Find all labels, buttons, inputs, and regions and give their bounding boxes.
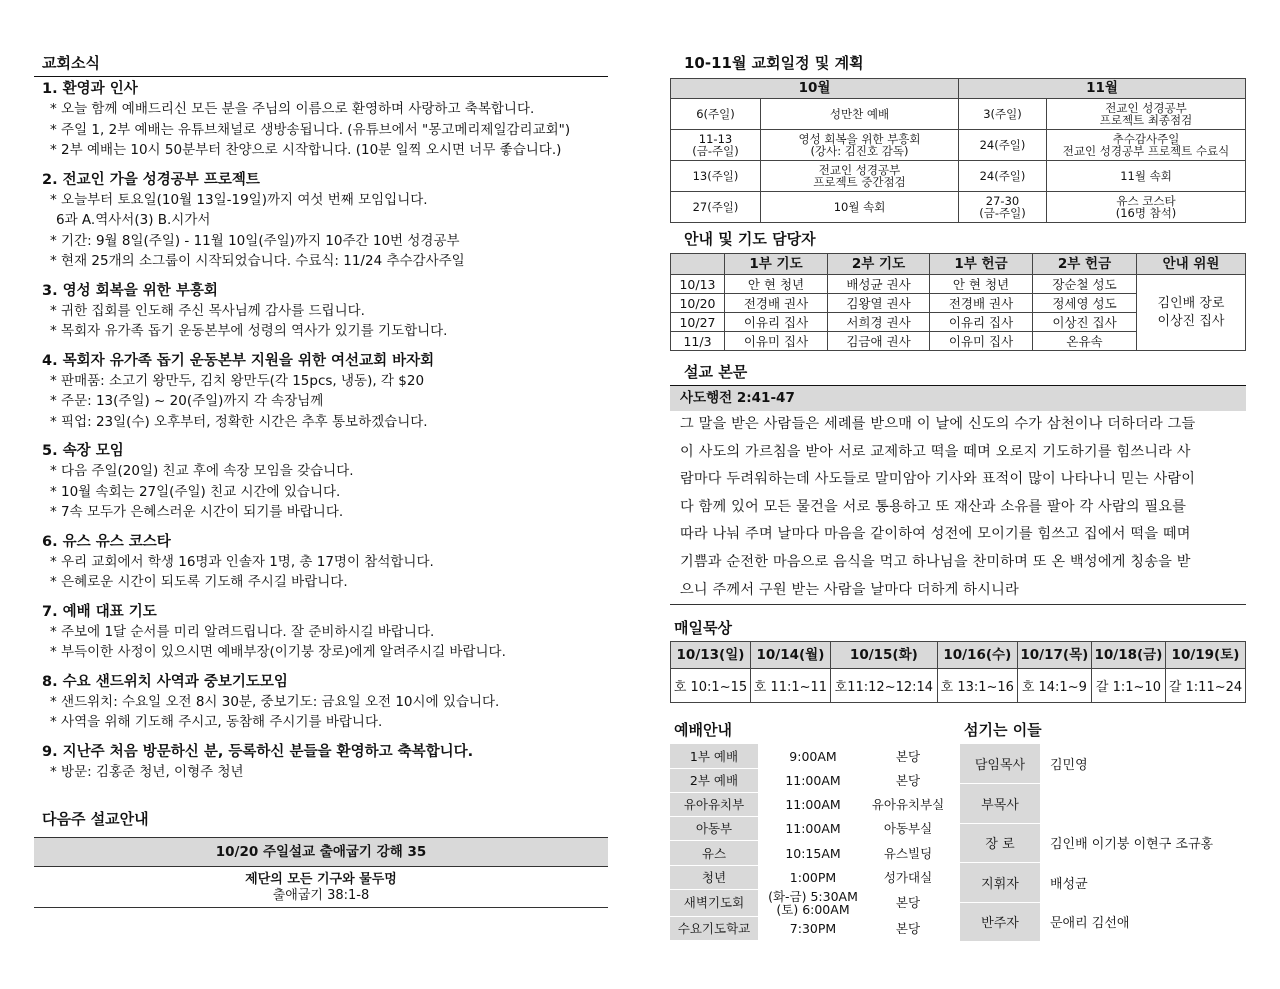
schedule-cell: 6(주일)	[671, 99, 761, 130]
news-title: 교회소식	[34, 52, 608, 77]
servants-row	[960, 784, 1246, 824]
worship-place: 본당	[895, 920, 921, 936]
news-section	[34, 281, 608, 342]
servants-row	[960, 902, 1246, 942]
sermon-reference: 사도행전 2:41-47	[670, 385, 1246, 411]
worship-row	[670, 889, 948, 916]
worship-place: 성가대실	[883, 869, 933, 885]
worship-time: 9:00AM	[789, 748, 837, 764]
prayer-header: 1부 헌금	[930, 254, 1033, 275]
worship-time: 11:00AM	[785, 821, 841, 837]
prayer-cell: 전경배 권사	[725, 294, 828, 313]
prayer-header: 안내 위원	[1137, 254, 1246, 275]
prayer-cell: 이유미 집사	[725, 332, 828, 351]
worship-place: 본당	[895, 772, 921, 788]
news-line: * 판매품: 소고기 왕만두, 김치 왕만두(각 15pcs, 냉동), 각 $20	[50, 372, 425, 389]
schedule-cell: 24(주일)	[959, 130, 1047, 161]
devotion-table	[670, 641, 1246, 703]
prayer-header: 1부 기도	[725, 254, 828, 275]
news-section	[34, 742, 608, 783]
prayer-cell: 정세영 성도	[1033, 294, 1137, 313]
servants	[960, 719, 1246, 942]
next-sermon-name: 제단의 모든 기구와 물두멍	[245, 872, 397, 887]
servants-title: 섬기는 이들	[964, 721, 1042, 740]
news-section-title: 5. 속장 모임	[42, 443, 124, 459]
news-line: * 귀한 집회를 인도해 주신 목사님께 감사를 드립니다.	[50, 302, 365, 319]
news-line: * 주보에 1달 순서를 미리 알려드립니다. 잘 준비하시길 바랍니다.	[50, 623, 435, 640]
schedule-cell: 유스 코스타 (16명 참석)	[1047, 192, 1246, 223]
news-line: * 사역을 위해 기도해 주시고, 동참해 주시기를 바랍니다.	[50, 714, 383, 730]
schedule-row	[671, 161, 1246, 192]
schedule-title: 10-11월 교회일정 및 계획	[684, 54, 864, 72]
sermon-line: 다 함께 있어 모든 물건을 서로 통용하고 또 재산과 소유를 팔아 각 사람의 필요를	[680, 498, 1187, 515]
news-section-title: 9. 지난주 처음 방문하신 분, 등록하신 분들을 환영하고 축복합니다.	[42, 743, 474, 760]
news-line: * 우리 교회에서 학생 16명과 인솔자 1명, 총 17명이 참석합니다.	[50, 553, 434, 570]
schedule-cell: 11-13 (금-주일)	[671, 130, 761, 161]
worship-name: 아동부	[670, 817, 758, 841]
schedule-row	[671, 192, 1246, 223]
schedule-cell: 10월 속회	[761, 192, 959, 223]
prayer-cell: 이유리 집사	[930, 313, 1033, 332]
news-line: * 2부 예배는 10시 50분부터 찬양으로 시작합니다. (10분 일찍 오시면 너무 좋습니다.)	[50, 142, 562, 158]
prayer-cell: 장순철 성도	[1033, 275, 1137, 294]
prayer-cell: 온유속	[1033, 332, 1137, 351]
news-section	[34, 602, 608, 663]
worship-place: 유스빌딩	[883, 845, 933, 861]
prayer-cell: 10/20	[671, 294, 725, 313]
worship-time: 7:30PM	[789, 920, 837, 936]
sermon-line: 람마다 두려워하는데 사도들로 말미암아 기사와 표적이 많이 나타나니 믿는 사람이	[680, 471, 1196, 488]
worship-title: 예배안내	[674, 721, 732, 740]
devotion-reading: 호 13:1~16	[937, 669, 1017, 703]
news-column	[34, 52, 608, 908]
news-line: 6과 A.역사서(3) B.시가서	[56, 212, 211, 228]
news-line: * 주일 1, 2부 예배는 유튜브채널로 생방송됩니다. (유튜브에서 "몽고메리제일감리교회")	[50, 121, 571, 138]
devotion-reading: 호 11:1~11	[750, 669, 830, 703]
worship-name: 새벽기도회	[670, 889, 758, 916]
worship-guide	[670, 719, 948, 941]
worship-name: 유스	[670, 841, 758, 865]
devotion-day: 10/17(목)	[1017, 642, 1091, 669]
news-line: * 다음 주일(20일) 친교 후에 속장 모임을 갖습니다.	[50, 463, 354, 479]
servants-role: 지휘자	[960, 863, 1040, 903]
servants-names: 문애리 김선애	[1050, 916, 1130, 932]
news-section-title: 8. 수요 샌드위치 사역과 중보기도모임	[42, 673, 288, 690]
prayer-cell: 10/27	[671, 313, 725, 332]
worship-time: (화-금) 5:30AM (토) 6:00AM	[768, 888, 858, 917]
servants-row	[960, 744, 1246, 784]
news-line: * 주문: 13(주일) ~ 20(주일)까지 각 속장님께	[50, 393, 324, 409]
next-sermon-title: 다음주 설교안내	[42, 810, 149, 828]
news-section	[34, 441, 608, 523]
news-line: * 7속 모두가 은혜스러운 시간이 되기를 바랍니다.	[50, 504, 344, 520]
news-section	[34, 351, 608, 433]
prayer-cell: 이유리 집사	[725, 313, 828, 332]
news-section	[34, 672, 608, 733]
news-sections	[34, 79, 608, 782]
servants-role: 장 로	[960, 823, 1040, 863]
news-section-title: 4. 목회자 유가족 돕기 운동본부 지원을 위한 여선교회 바자회	[42, 352, 435, 369]
worship-place: 본당	[895, 748, 921, 764]
devotion-day: 10/15(화)	[830, 642, 937, 669]
schedule-row	[671, 99, 1246, 130]
worship-time: 1:00PM	[789, 869, 837, 885]
worship-row	[670, 841, 948, 865]
prayer-header: 2부 헌금	[1033, 254, 1137, 275]
devotion-reading: 호 10:1~15	[671, 669, 751, 703]
servants-names: 배성균	[1050, 876, 1088, 892]
worship-row	[670, 744, 948, 768]
servants-names: 김민영	[1050, 758, 1088, 774]
worship-place: 본당	[895, 895, 921, 911]
prayer-cell: 안 현 청년	[725, 275, 828, 294]
prayer-cell: 이상진 집사	[1033, 313, 1137, 332]
next-sermon-bar: 10/20 주일설교 출애굽기 강해 35	[34, 837, 608, 867]
servants-names	[1040, 784, 1246, 824]
schedule-cell: 성만찬 예배	[761, 99, 959, 130]
servants-role: 부목사	[960, 784, 1040, 824]
worship-name: 2부 예배	[670, 768, 758, 792]
news-line: * 목회자 유가족 돕기 운동본부에 성령의 역사가 있기를 기도합니다.	[50, 323, 448, 339]
worship-name: 수요기도학교	[670, 916, 758, 940]
next-sermon-passage: 출애굽기 38:1-8	[272, 888, 370, 903]
news-line: * 오늘 함께 예배드리신 모든 분을 주님의 이름으로 환영하며 사랑하고 축복합니다.	[50, 101, 535, 117]
devotion-day: 10/13(일)	[671, 642, 751, 669]
sermon-line: 으니 주께서 구원 받는 사람을 날마다 더하게 하시니라	[680, 581, 1019, 598]
worship-row	[670, 865, 948, 889]
schedule-cell: 27(주일)	[671, 192, 761, 223]
schedule-oct-header: 10월	[671, 79, 959, 99]
worship-name: 유아유치부	[670, 793, 758, 817]
servants-row	[960, 823, 1246, 863]
devotion-day: 10/16(수)	[937, 642, 1017, 669]
worship-table	[670, 744, 948, 941]
devotion-day: 10/14(월)	[750, 642, 830, 669]
news-section-title: 2. 전교인 가을 성경공부 프로젝트	[42, 171, 260, 188]
worship-name: 청년	[670, 865, 758, 889]
news-section-title: 1. 환영과 인사	[42, 81, 138, 97]
next-sermon-body	[34, 867, 608, 908]
sermon-line: 기쁨과 순전한 마음으로 음식을 먹고 하나님을 찬미하며 또 온 백성에게 칭송을 받	[680, 553, 1191, 570]
prayer-title: 안내 및 기도 담당자	[684, 230, 816, 248]
prayer-cell: 전경배 권사	[930, 294, 1033, 313]
prayer-cell: 안 현 청년	[930, 275, 1033, 294]
prayer-cell: 배성균 권사	[828, 275, 930, 294]
worship-time: 11:00AM	[785, 772, 841, 788]
worship-time: 11:00AM	[785, 797, 841, 813]
news-line: * 방문: 김홍준 청년, 이형주 청년	[50, 763, 244, 780]
prayer-cell: 김왕열 권사	[828, 294, 930, 313]
prayer-cell: 10/13	[671, 275, 725, 294]
devotion-day: 10/18(금)	[1091, 642, 1165, 669]
sermon-line: 따라 나눠 주며 날마다 마음을 같이하여 성전에 모이기를 힘쓰고 집에서 떡을 떼며	[680, 526, 1191, 543]
news-line: * 부득이한 사정이 있으시면 예배부장(이기붕 장로)에게 알려주시길 바랍니다.	[50, 644, 506, 660]
info-column	[670, 52, 1246, 949]
news-section-title: 6. 유스 유스 코스타	[42, 533, 171, 550]
schedule-table	[670, 78, 1246, 223]
news-line: * 오늘부터 토요일(10월 13일-19일)까지 여섯 번째 모임입니다.	[50, 191, 428, 208]
news-section	[34, 79, 608, 161]
news-section-title: 7. 예배 대표 기도	[42, 603, 157, 620]
worship-time: 10:15AM	[785, 845, 841, 861]
worship-place: 아동부실	[883, 821, 933, 837]
worship-row	[670, 916, 948, 940]
news-line: * 은혜로운 시간이 되도록 기도해 주시길 바랍니다.	[50, 574, 348, 590]
prayer-row	[671, 275, 1246, 294]
devotion-day: 10/19(토)	[1166, 642, 1246, 669]
schedule-cell: 24(주일)	[959, 161, 1047, 192]
devotion-reading: 호 14:1~9	[1017, 669, 1091, 703]
servants-row	[960, 863, 1246, 903]
worship-place: 유아유치부실	[871, 797, 945, 813]
news-line: * 10월 속회는 27일(주일) 친교 시간에 있습니다.	[50, 483, 341, 500]
worship-row	[670, 817, 948, 841]
sermon-line: 이 사도의 가르침을 받아 서로 교제하고 떡을 떼며 오로지 기도하기를 힘쓰니라 사	[680, 443, 1191, 460]
schedule-nov-header: 11월	[959, 79, 1246, 99]
news-line: * 현재 25개의 소그룹이 시작되었습니다. 수료식: 11/24 추수감사주일	[50, 253, 465, 269]
prayer-cell: 11/3	[671, 332, 725, 351]
news-line: * 기간: 9월 8일(주일) - 11월 10일(주일)까지 10주간 10번 성경공부	[50, 232, 460, 249]
news-section-title: 3. 영성 회복을 위한 부흥회	[42, 282, 218, 299]
sermon-line: 그 말을 받은 사람들은 세례를 받으매 이 날에 신도의 수가 삼천이나 더하더라 그들	[680, 416, 1196, 432]
news-line: * 픽업: 23일(수) 오후부터, 정확한 시간은 추후 통보하겠습니다.	[50, 413, 428, 430]
prayer-cell: 김금애 권사	[828, 332, 930, 351]
prayer-cell: 이유미 집사	[930, 332, 1033, 351]
devotion-reading: 갈 1:11~24	[1166, 669, 1246, 703]
schedule-cell: 전교인 성경공부 프로젝트 최종점검	[1047, 99, 1246, 130]
worship-row	[670, 793, 948, 817]
prayer-cell: 서희경 권사	[828, 313, 930, 332]
servants-role: 담임목사	[960, 744, 1040, 784]
prayer-header	[671, 254, 725, 275]
devotion-title: 매일묵상	[674, 619, 732, 638]
servants-role: 반주자	[960, 902, 1040, 942]
sermon-text	[670, 411, 1246, 605]
schedule-cell: 11월 속회	[1047, 161, 1246, 192]
schedule-cell: 추수감사주일 전교인 성경공부 프로젝트 수료식	[1047, 130, 1246, 161]
worship-row	[670, 768, 948, 792]
schedule-cell: 3(주일)	[959, 99, 1047, 130]
servants-names: 김인배 이기붕 이현구 조규홍	[1050, 837, 1214, 853]
worship-name: 1부 예배	[670, 744, 758, 768]
ushers-cell: 김인배 장로 이상진 집사	[1137, 275, 1246, 351]
sermon-title: 설교 본문	[684, 363, 748, 381]
schedule-cell: 13(주일)	[671, 161, 761, 192]
prayer-header: 2부 기도	[828, 254, 930, 275]
devotion-reading: 호11:12~12:14	[830, 669, 937, 703]
news-section	[34, 170, 608, 272]
servants-table	[960, 744, 1246, 942]
news-line: * 샌드위치: 수요일 오전 8시 30분, 중보기도: 금요일 오전 10시에 있습니다.	[50, 693, 500, 710]
news-section	[34, 532, 608, 593]
schedule-cell: 전교인 성경공부 프로젝트 중간점검	[761, 161, 959, 192]
schedule-cell: 27-30 (금-주일)	[959, 192, 1047, 223]
schedule-row	[671, 130, 1246, 161]
devotion-reading: 갈 1:1~10	[1091, 669, 1165, 703]
prayer-table	[670, 253, 1246, 351]
schedule-cell: 영성 회복을 위한 부흥회 (강사: 김진호 감독)	[761, 130, 959, 161]
